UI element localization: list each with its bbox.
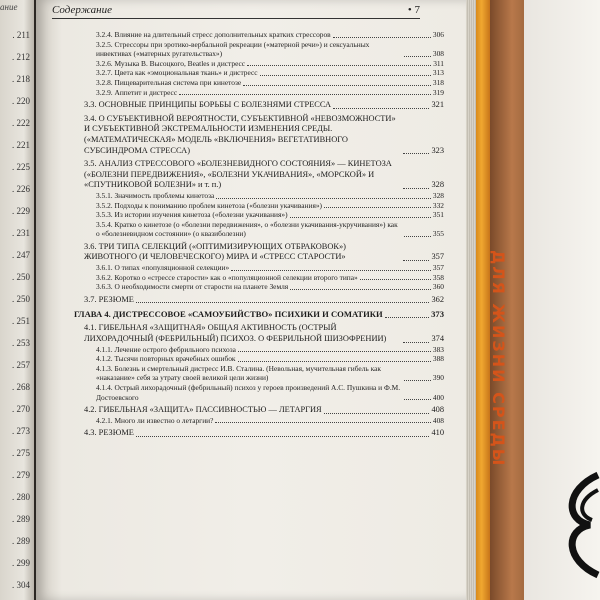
toc-entry-page: 357 <box>432 263 444 273</box>
toc-entry-page: 355 <box>432 229 444 239</box>
toc-entry-title: 3.5.3. Из истории изучения кинетоза («болезни укачивания») <box>96 210 288 220</box>
toc-entry-page: 390 <box>432 373 444 383</box>
toc-entry-title: 4.1.1. Лечение острого фебрильного психоза <box>96 344 236 354</box>
previous-page-number: . 231 <box>12 228 30 238</box>
toc-section <box>74 295 444 306</box>
toc-entry-title: 4.1.2. Тысячи повторных врачебных ошибок <box>96 354 236 364</box>
toc-entry-page: 357 <box>431 252 444 262</box>
toc-entry-title: 3.2.9. Аппетит и дистресс <box>96 87 178 97</box>
toc-subsection <box>74 383 444 402</box>
toc-subsection <box>74 78 444 88</box>
toc-entry-title: 3.5.2. Подходы к пониманию проблем кинетоза («болезни укачивания») <box>96 200 323 210</box>
toc-entry-title: 3.2.8. Пищеварительная система при кинетозе <box>96 77 242 87</box>
toc-entry-page: 408 <box>432 415 444 425</box>
toc-entry-title: 3.3. ОСНОВНЫЕ ПРИНЦИПЫ БОРЬБЫ С БОЛЕЗНЯМИ СТРЕССА <box>84 100 332 110</box>
previous-page-number: . 273 <box>12 426 30 436</box>
toc-section <box>74 242 444 263</box>
toc-entry-page: 319 <box>432 87 444 97</box>
toc-entry-page: 328 <box>431 180 444 190</box>
toc-entry-title: 3.5. АНАЛИЗ СТРЕССОВОГО «БОЛЕЗНЕВИДНОГО СОСТОЯНИЯ» — КИНЕТОЗА («БОЛЕЗНИ ПЕРЕДВИЖЕНИЯ», «БОЛЕЗНИ УКАЧИВАНИЯ», «МОРСКОЙ» И «СПУТНИКОВОЙ БОЛЕЗНИ» и т. п.) <box>84 159 392 190</box>
toc-entry-title: 3.2.5. Стрессоры при эротико-вербальной рекреации («матерной речи») и сексуальных инвективах («матерных ругательствах») <box>96 39 370 59</box>
toc-entry-page: 318 <box>432 77 444 87</box>
toc-subsection <box>74 354 444 364</box>
previous-page-number: . 253 <box>12 338 30 348</box>
toc-entry-title: 4.2.1. Много ли известно о летаргии? <box>96 415 214 425</box>
toc-entry-title: 3.4. О СУБЪЕКТИВНОЙ ВЕРОЯТНОСТИ, СУБЪЕКТИВНОЙ «НЕВОЗМОЖНОСТИ» И СУБЪЕКТИВНОЙ ЭКСТРЕМАЛЬНОСТИ ИЗМЕНЕНИЯ СРЕДЫ. («МАТЕМАТИЧЕСКАЯ» МОДЕЛЬ «ВКЛЮЧЕНИЯ» ВЕГЕТАТИВНОГО СУБСИНДРОМА СТРЕССА) <box>84 113 396 155</box>
toc-entry-page: 323 <box>431 145 444 155</box>
previous-page-number: . 250 <box>12 272 30 282</box>
toc-entry-title: 3.6.3. О необходимости смерти от старости на планете Земля <box>96 282 289 292</box>
toc-subsection <box>74 59 444 69</box>
toc-entry-page: 400 <box>432 392 444 402</box>
previous-page-number: . 280 <box>12 492 30 502</box>
previous-page-number: . 299 <box>12 558 30 568</box>
toc-entry-page: 332 <box>432 200 444 210</box>
toc-section <box>74 428 444 439</box>
toc-entry-page: 351 <box>432 210 444 220</box>
previous-page-number: . 268 <box>12 382 30 392</box>
toc-entry-page: 388 <box>432 354 444 364</box>
toc-entry-title: 3.2.6. Музыка В. Высоцкого, Beatles и дистресс <box>96 58 246 68</box>
toc-entry-title: 4.1. ГИБЕЛЬНАЯ «ЗАЩИТНАЯ» ОБЩАЯ АКТИВНОСТЬ (ОСТРЫЙ ЛИХОРАДОЧНЫЙ (ФЕБРИЛЬНЫЙ) ПСИХОЗ. О ФЕБРИЛЬНОЙ ШИЗОФРЕНИИ) <box>84 323 387 344</box>
previous-page-number: . 211 <box>12 30 30 40</box>
toc-entry-title: 4.2. ГИБЕЛЬНАЯ «ЗАЩИТА» ПАССИВНОСТЬЮ — ЛЕТАРГИЯ <box>84 405 322 415</box>
toc-subsection <box>74 364 444 383</box>
toc-entry-page: 321 <box>431 100 444 110</box>
toc-section <box>74 100 444 111</box>
table-of-contents <box>74 30 444 439</box>
toc-section <box>74 159 444 191</box>
toc-entry-title: ГЛАВА 4. ДИСТРЕССОВОЕ «САМОУБИЙСТВО» ПСИХИКИ И СОМАТИКИ <box>74 309 383 320</box>
toc-entry-title: 3.5.1. Значимость проблемы кинетоза <box>96 190 215 200</box>
toc-entry-page: 408 <box>431 405 444 415</box>
previous-page-number: . 247 <box>12 250 30 260</box>
toc-subsection <box>74 68 444 78</box>
toc-entry-page: 362 <box>431 294 444 304</box>
decorative-swirl-icon <box>560 470 600 580</box>
page-number: • 7 <box>407 4 420 16</box>
toc-entry-title: 4.1.3. Болезнь и смертельный дистресс И.В. Сталина. (Невольная, мучительная гибель как «наказание» себя за утрату своей великой цели жизни) <box>96 363 381 383</box>
toc-entry-page: 308 <box>432 49 444 59</box>
previous-page-number: . 220 <box>12 96 30 106</box>
running-head-title: Содержание <box>52 4 113 16</box>
toc-subsection <box>74 30 444 40</box>
toc-entry-title: 3.5.4. Кратко о кинетозе (о «болезни передвижения», о «болезни укачивания-укручивания») как о «болезневидном состоянии» (о квазиболезни) <box>96 219 398 239</box>
toc-entry-title: 4.3. РЕЗЮМЕ <box>84 428 134 438</box>
previous-page-number: . 218 <box>12 74 30 84</box>
toc-page <box>36 0 468 600</box>
previous-page-number: . 221 <box>12 140 30 150</box>
toc-entry-page: 313 <box>432 68 444 78</box>
toc-section <box>74 114 444 156</box>
toc-subsection <box>74 263 444 273</box>
toc-subsection <box>74 210 444 220</box>
book-orange-band <box>476 0 490 600</box>
page-stack-edge <box>466 0 476 600</box>
previous-page-number: . 225 <box>12 162 30 172</box>
toc-entry-page: 311 <box>433 58 444 68</box>
toc-entry-page: 373 <box>431 309 444 320</box>
toc-subsection <box>74 273 444 283</box>
previous-page-number: . 279 <box>12 470 30 480</box>
previous-page-number: . 212 <box>12 52 30 62</box>
toc-chapter <box>74 309 444 320</box>
previous-page-edge <box>0 0 34 600</box>
previous-page-number: . 270 <box>12 404 30 414</box>
previous-page-number: . 229 <box>12 206 30 216</box>
toc-entry-title: 3.2.7. Цвета как «эмоциональная ткань» и дистресс <box>96 68 258 78</box>
previous-page-number: . 275 <box>12 448 30 458</box>
toc-subsection <box>74 201 444 211</box>
toc-subsection <box>74 282 444 292</box>
toc-subsection <box>74 416 444 426</box>
toc-subsection <box>74 40 444 59</box>
previous-page-header: ание <box>0 2 18 12</box>
toc-section <box>74 323 444 344</box>
previous-page-number: . 250 <box>12 294 30 304</box>
toc-entry-page: 328 <box>432 190 444 200</box>
toc-subsection <box>74 345 444 355</box>
previous-page-number: . 289 <box>12 536 30 546</box>
toc-entry-title: 3.6.1. О типах «популяционной селекции» <box>96 263 230 273</box>
toc-section <box>74 405 444 416</box>
previous-page-number: . 289 <box>12 514 30 524</box>
previous-page-number: . 304 <box>12 580 30 590</box>
toc-entry-title: 3.6.2. Коротко о «стрессе старости» как о «популяционной селекции второго типа» <box>96 272 358 282</box>
toc-entry-title: 3.6. ТРИ ТИПА СЕЛЕКЦИЙ («ОПТИМИЗИРУЮЩИХ ОТБРАКОВОК») ЖИВОТНОГО (И ЧЕЛОВЕЧЕСКОГО) МИРА И «СТРЕСС СТАРОСТИ» <box>84 241 346 262</box>
toc-entry-page: 383 <box>432 344 444 354</box>
running-head <box>52 4 420 19</box>
toc-entry-page: 358 <box>432 272 444 282</box>
toc-subsection <box>74 220 444 239</box>
toc-subsection <box>74 191 444 201</box>
previous-page-number: . 251 <box>12 316 30 326</box>
previous-page-number: . 222 <box>12 118 30 128</box>
toc-entry-title: 3.7. РЕЗЮМЕ <box>84 294 134 304</box>
toc-entry-title: 3.2.4. Влияние на длительный стресс дополнительных кратких стрессоров <box>96 30 331 39</box>
toc-entry-page: 306 <box>432 30 444 39</box>
previous-page-number: . 226 <box>12 184 30 194</box>
spine-title: ДЛЯ ЖИЗНИ СРЕДЫ <box>489 250 508 468</box>
toc-entry-title: 4.1.4. Острый лихорадочный (фебрильный) психоз у героев произведений А.С. Пушкина и Ф.М. Достоевского <box>96 383 401 402</box>
previous-page-number: . 257 <box>12 360 30 370</box>
toc-entry-page: 360 <box>432 282 444 292</box>
toc-subsection <box>74 88 444 98</box>
toc-entry-page: 374 <box>431 334 444 344</box>
toc-entry-page: 410 <box>431 428 444 438</box>
